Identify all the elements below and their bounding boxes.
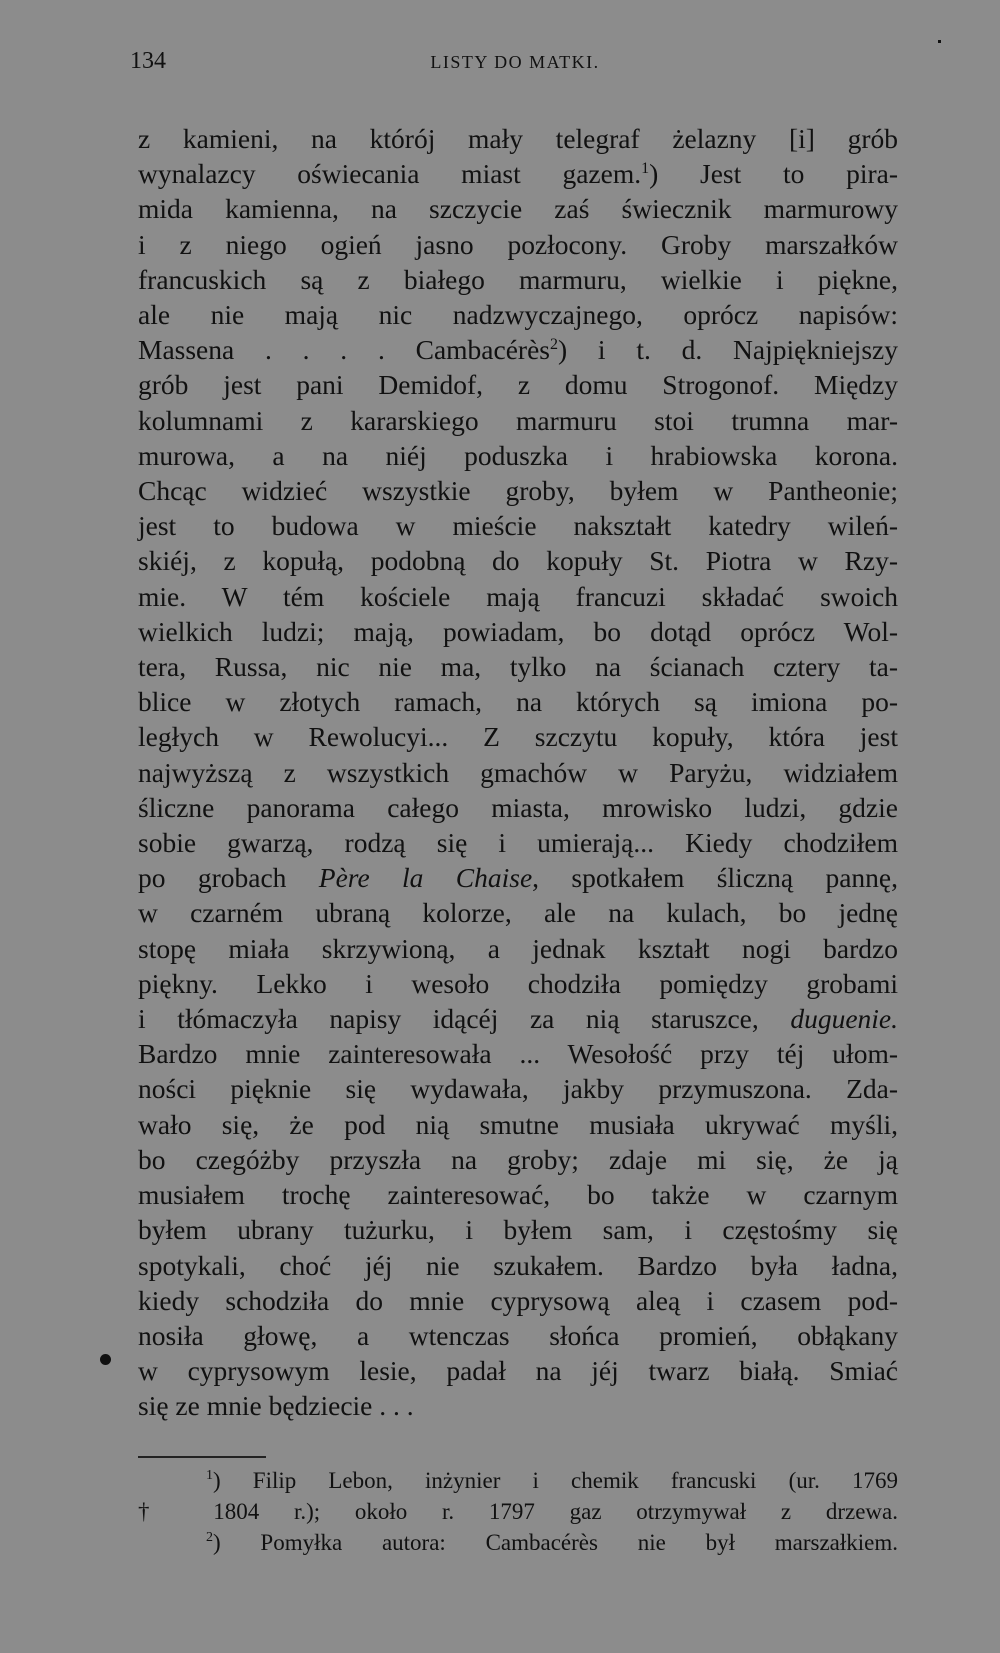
body-line: murowa, a na niéj poduszka i hrabiowska korona. [138,439,898,471]
body-line: mida kamienna, na szczycie zaś świecznik marmurowy [138,193,898,225]
body-line: ale nie mają nic nadzwyczajnego, oprócz napisów: [138,299,898,331]
speck-mark [938,40,941,43]
footnote-line: $^1$) Filip Lebon, inżynier i chemik francuski (ur. 1769 [206,1468,898,1493]
body-line: stopę miała skrzywioną, a jednak kształt nogi bardzo [138,932,898,964]
body-line: sobie gwarzą, rodzą się i umierają... Kiedy chodziłem [138,827,898,859]
body-line: skiéj, z kopułą, podobną do kopuły St. Piotra w Rzy- [138,545,898,577]
body-line: blice w złotych ramach, na których są imiona po- [138,686,898,718]
body-line: i tłómaczyła napisy idącéj za nią staruszce, duguenie. [138,1003,898,1035]
body-line: wielkich ludzi; mają, powiadam, bo dotąd oprócz Wol- [138,615,898,647]
body-line: i z niego ogień jasno pozłocony. Groby marszałków [138,228,898,260]
body-line: śliczne panorama całego miasta, mrowisko ludzi, gdzie [138,791,898,823]
footnotes [138,1465,898,1558]
body-line: musiałem trochę zainteresować, bo także w czarnym [138,1179,898,1211]
body-line: po grobach Père la Chaise, spotkałem śliczną pannę, [138,862,899,894]
body-line: byłem ubrany tużurku, i byłem sam, i częstośmy się [138,1214,898,1246]
body-line: piękny. Lekko i wesoło chodziła pomiędzy grobami [138,967,898,999]
page-header [130,48,900,82]
footnote-marker: 2 [206,1530,213,1545]
body-line: się ze mnie będziecie . . . [138,1390,414,1422]
footnote-marker: 1 [206,1468,213,1483]
body-line: kolumnami z kararskiego marmuru stoi trumna mar- [138,404,898,436]
body-line: ności pięknie się wydawała, jakby przymuszona. Zda- [138,1073,898,1105]
body-line: grób jest pani Demidof, z domu Strogonof. Między [138,369,898,401]
body-line: Bardzo mnie zainteresowała ... Wesołość przy téj ułom- [138,1038,898,1070]
body-line: z kamieni, na którój mały telegraf żelazny [i] grób [138,123,898,154]
margin-dot [100,1354,111,1365]
body-line: najwyższą z wszystkich gmachów w Paryżu, widziałem [138,756,898,788]
body-line: spotykali, choć jéj nie szukałem. Bardzo była ładna, [138,1249,898,1281]
body-line: w czarném ubraną kolorze, ale na kulach, bo jednę [138,897,898,929]
body-line: wało się, że pod nią smutne musiała ukrywać myśli, [138,1108,898,1140]
footnote-ref: 1 [641,160,650,178]
body-text [138,121,898,1424]
page-number: 134 [130,48,166,74]
body-line: wynalazcy oświecania miast gazem.$^1$) Jest to pira- [138,158,898,190]
footnote-2 [138,1527,898,1558]
body-line: nosiła głowę, a wtenczas słońca promień, obłąkany [138,1319,898,1351]
italic-place-name: Père la Chaise [318,862,533,894]
body-line: mie. W tém kościele mają francuzi składać swoich [138,580,898,612]
running-title: LISTY DO MATKI. [430,52,600,72]
body-line: w cyprysowym lesie, padał na jéj twarz białą. Smiać [138,1355,898,1387]
footnote-1 [138,1465,898,1527]
body-line: jest to budowa w mieście nakształt katedry wileń- [138,510,898,542]
footnote-line: † 1804 r.); około r. 1797 gaz otrzymywał z drzewa. [138,1499,898,1524]
body-line: Chcąc widzieć wszystkie groby, byłem w Pantheonie; [138,475,898,507]
italic-word: duguenie. [790,1003,898,1035]
body-line: francuskich są z białego marmuru, wielkie i piękne, [138,263,898,295]
body-line: kiedy schodziła do mnie cyprysową aleą i czasem pod- [138,1284,898,1316]
footnote-divider [138,1456,266,1458]
footnote-ref: 2 [549,336,558,354]
body-line: ległych w Rewolucyi... Z szczytu kopuły, która jest [138,721,898,753]
body-line: Massena . . . . Cambacérès$^2$) i t. d. Najpiękniejszy [138,334,898,366]
footnote-line: $^2$) Pomyłka autora: Cambacérès nie był marszałkiem. [206,1530,898,1555]
body-line: tera, Russa, nic nie ma, tylko na ścianach cztery ta- [138,651,898,683]
body-line: bo czegóżby przyszła na groby; zdaje mi się, że ją [138,1143,898,1175]
